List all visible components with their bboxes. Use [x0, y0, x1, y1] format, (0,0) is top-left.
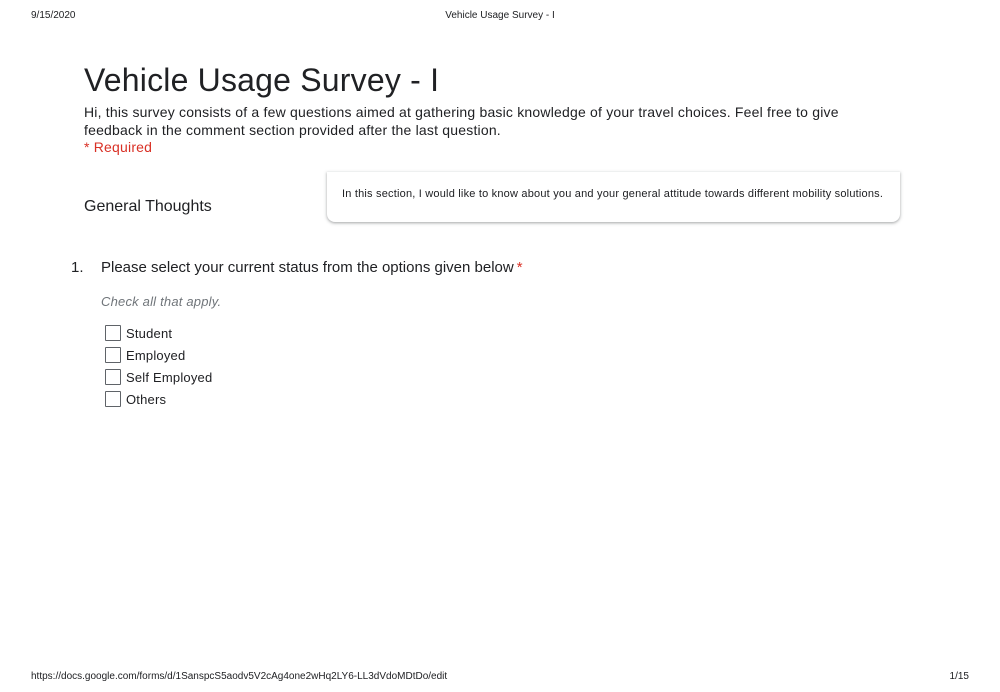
question-text: Please select your current status from the options given below — [101, 259, 514, 276]
checkbox[interactable] — [105, 347, 121, 363]
option-employed[interactable] — [105, 344, 212, 366]
print-date: 9/15/2020 — [31, 10, 76, 21]
option-label: Others — [126, 391, 167, 407]
form-title: Vehicle Usage Survey - I — [84, 62, 440, 98]
print-page-number: 1/15 — [949, 671, 969, 682]
section-description: In this section, I would like to know about you and your general attitude towards different mobility solutions. — [342, 188, 884, 200]
option-label: Student — [126, 325, 173, 341]
option-label: Employed — [126, 347, 186, 363]
question-hint: Check all that apply. — [101, 294, 222, 309]
form-description: Hi, this survey consists of a few questions aimed at gathering basic knowledge of your travel choices. Feel free to give feedback in the comment section provided after the last question. — [84, 104, 839, 138]
checkbox[interactable] — [105, 391, 121, 407]
option-others[interactable] — [105, 388, 212, 410]
print-title: Vehicle Usage Survey - I — [445, 10, 555, 21]
required-asterisk: * — [516, 259, 523, 276]
question-number: 1. — [71, 259, 84, 276]
section-title: General Thoughts — [84, 198, 212, 215]
section-description-card — [327, 172, 900, 222]
option-label: Self Employed — [126, 369, 213, 385]
print-url: https://docs.google.com/forms/d/1SanspcS5aodv5V2cAg4one2wHq2LY6-LL3dVdoMDtDo/edit — [31, 671, 448, 682]
option-student[interactable] — [105, 322, 212, 344]
required-note: * Required — [84, 139, 153, 155]
option-self-employed[interactable] — [105, 366, 212, 388]
checkbox[interactable] — [105, 325, 121, 341]
checkbox-options — [105, 322, 212, 410]
question-title — [101, 259, 523, 276]
checkbox[interactable] — [105, 369, 121, 385]
